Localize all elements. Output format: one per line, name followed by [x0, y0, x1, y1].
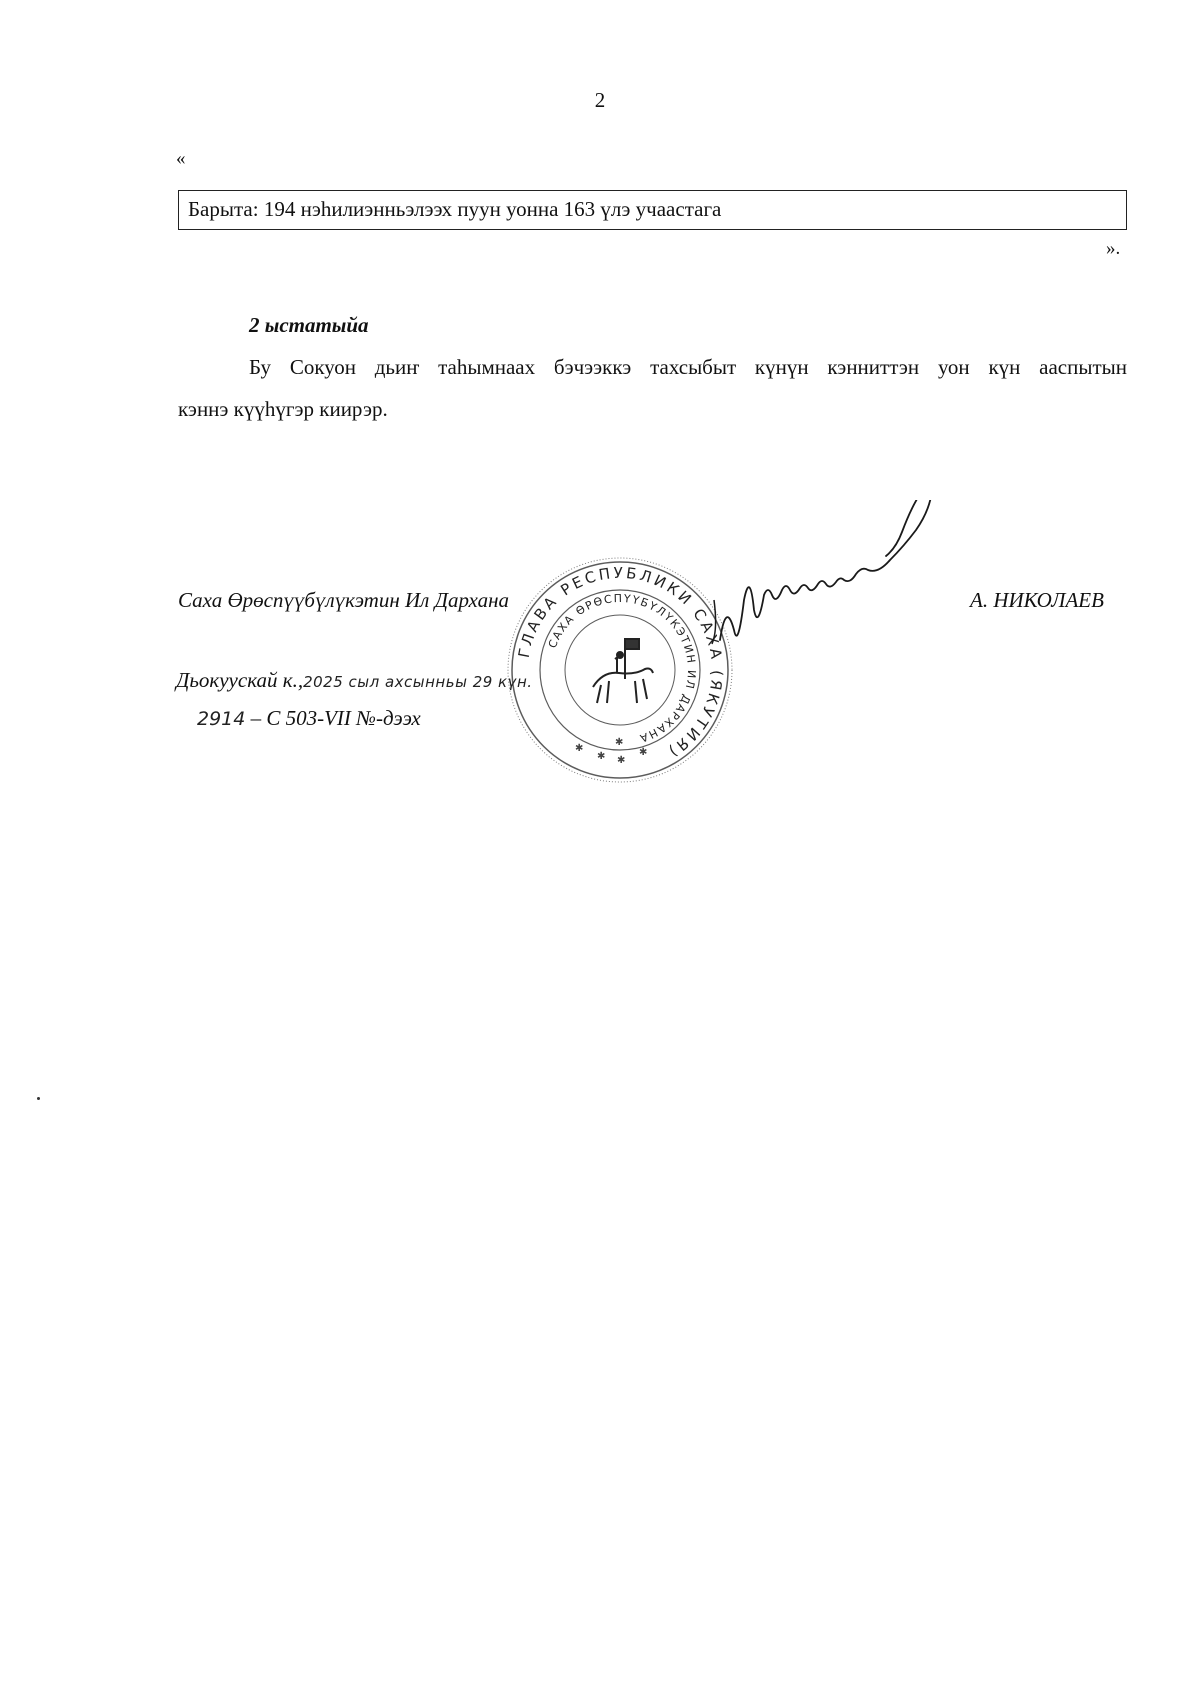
- page-number: 2: [594, 88, 606, 112]
- handwritten-number: 2914: [197, 708, 246, 730]
- svg-text:✱: ✱: [597, 751, 606, 762]
- seal-emblem-icon: [593, 639, 653, 703]
- opening-quote: «: [176, 148, 186, 169]
- signer-name: А. НИКОЛАЕВ: [970, 588, 1104, 612]
- svg-text:✱: ✱: [639, 747, 648, 758]
- law-number-suffix: – С 503-VII №-дээх: [250, 706, 421, 730]
- seal-outer-text: ГЛАВА РЕСПУБЛИКИ САХА (ЯКУТИЯ): [514, 563, 727, 762]
- law-number-line: [197, 706, 421, 731]
- handwritten-date: 2025 сыл ахсынньы 29 күн.: [303, 673, 533, 691]
- svg-text:✱: ✱: [615, 737, 624, 748]
- seal-stars: [575, 737, 647, 766]
- closing-quote: ».: [1106, 238, 1121, 259]
- seal-inner-text: САХА ӨРӨСПҮҮБҮЛҮКЭТИН ИЛ ДАРХАНА: [545, 591, 699, 746]
- svg-text:✱: ✱: [575, 743, 584, 754]
- place-date-line: [176, 668, 533, 693]
- article-text-line-1: Бу Сокуон дьиҥ таһымнаах бэчээккэ тахсыбыт күнүн кэнниттэн уон күн ааспытын: [249, 355, 1127, 379]
- place-prefix: Дьокуускай к.,: [176, 668, 304, 692]
- handwritten-signature: [700, 500, 1000, 650]
- article-title: 2 ыстатыйа: [249, 313, 369, 337]
- svg-text:✱: ✱: [617, 755, 626, 766]
- signer-title: Саха Өрөспүүбүлүкэтин Ил Дархана: [178, 588, 509, 612]
- scan-speck: [37, 1097, 40, 1100]
- amendment-table: [178, 190, 1127, 230]
- table-cell-total: Барыта: 194 нэһилиэнньэлээх пуун уонна 163 үлэ учаастага: [188, 197, 722, 221]
- article-text-line-2: кэннэ күүһүгэр киирэр.: [178, 397, 388, 421]
